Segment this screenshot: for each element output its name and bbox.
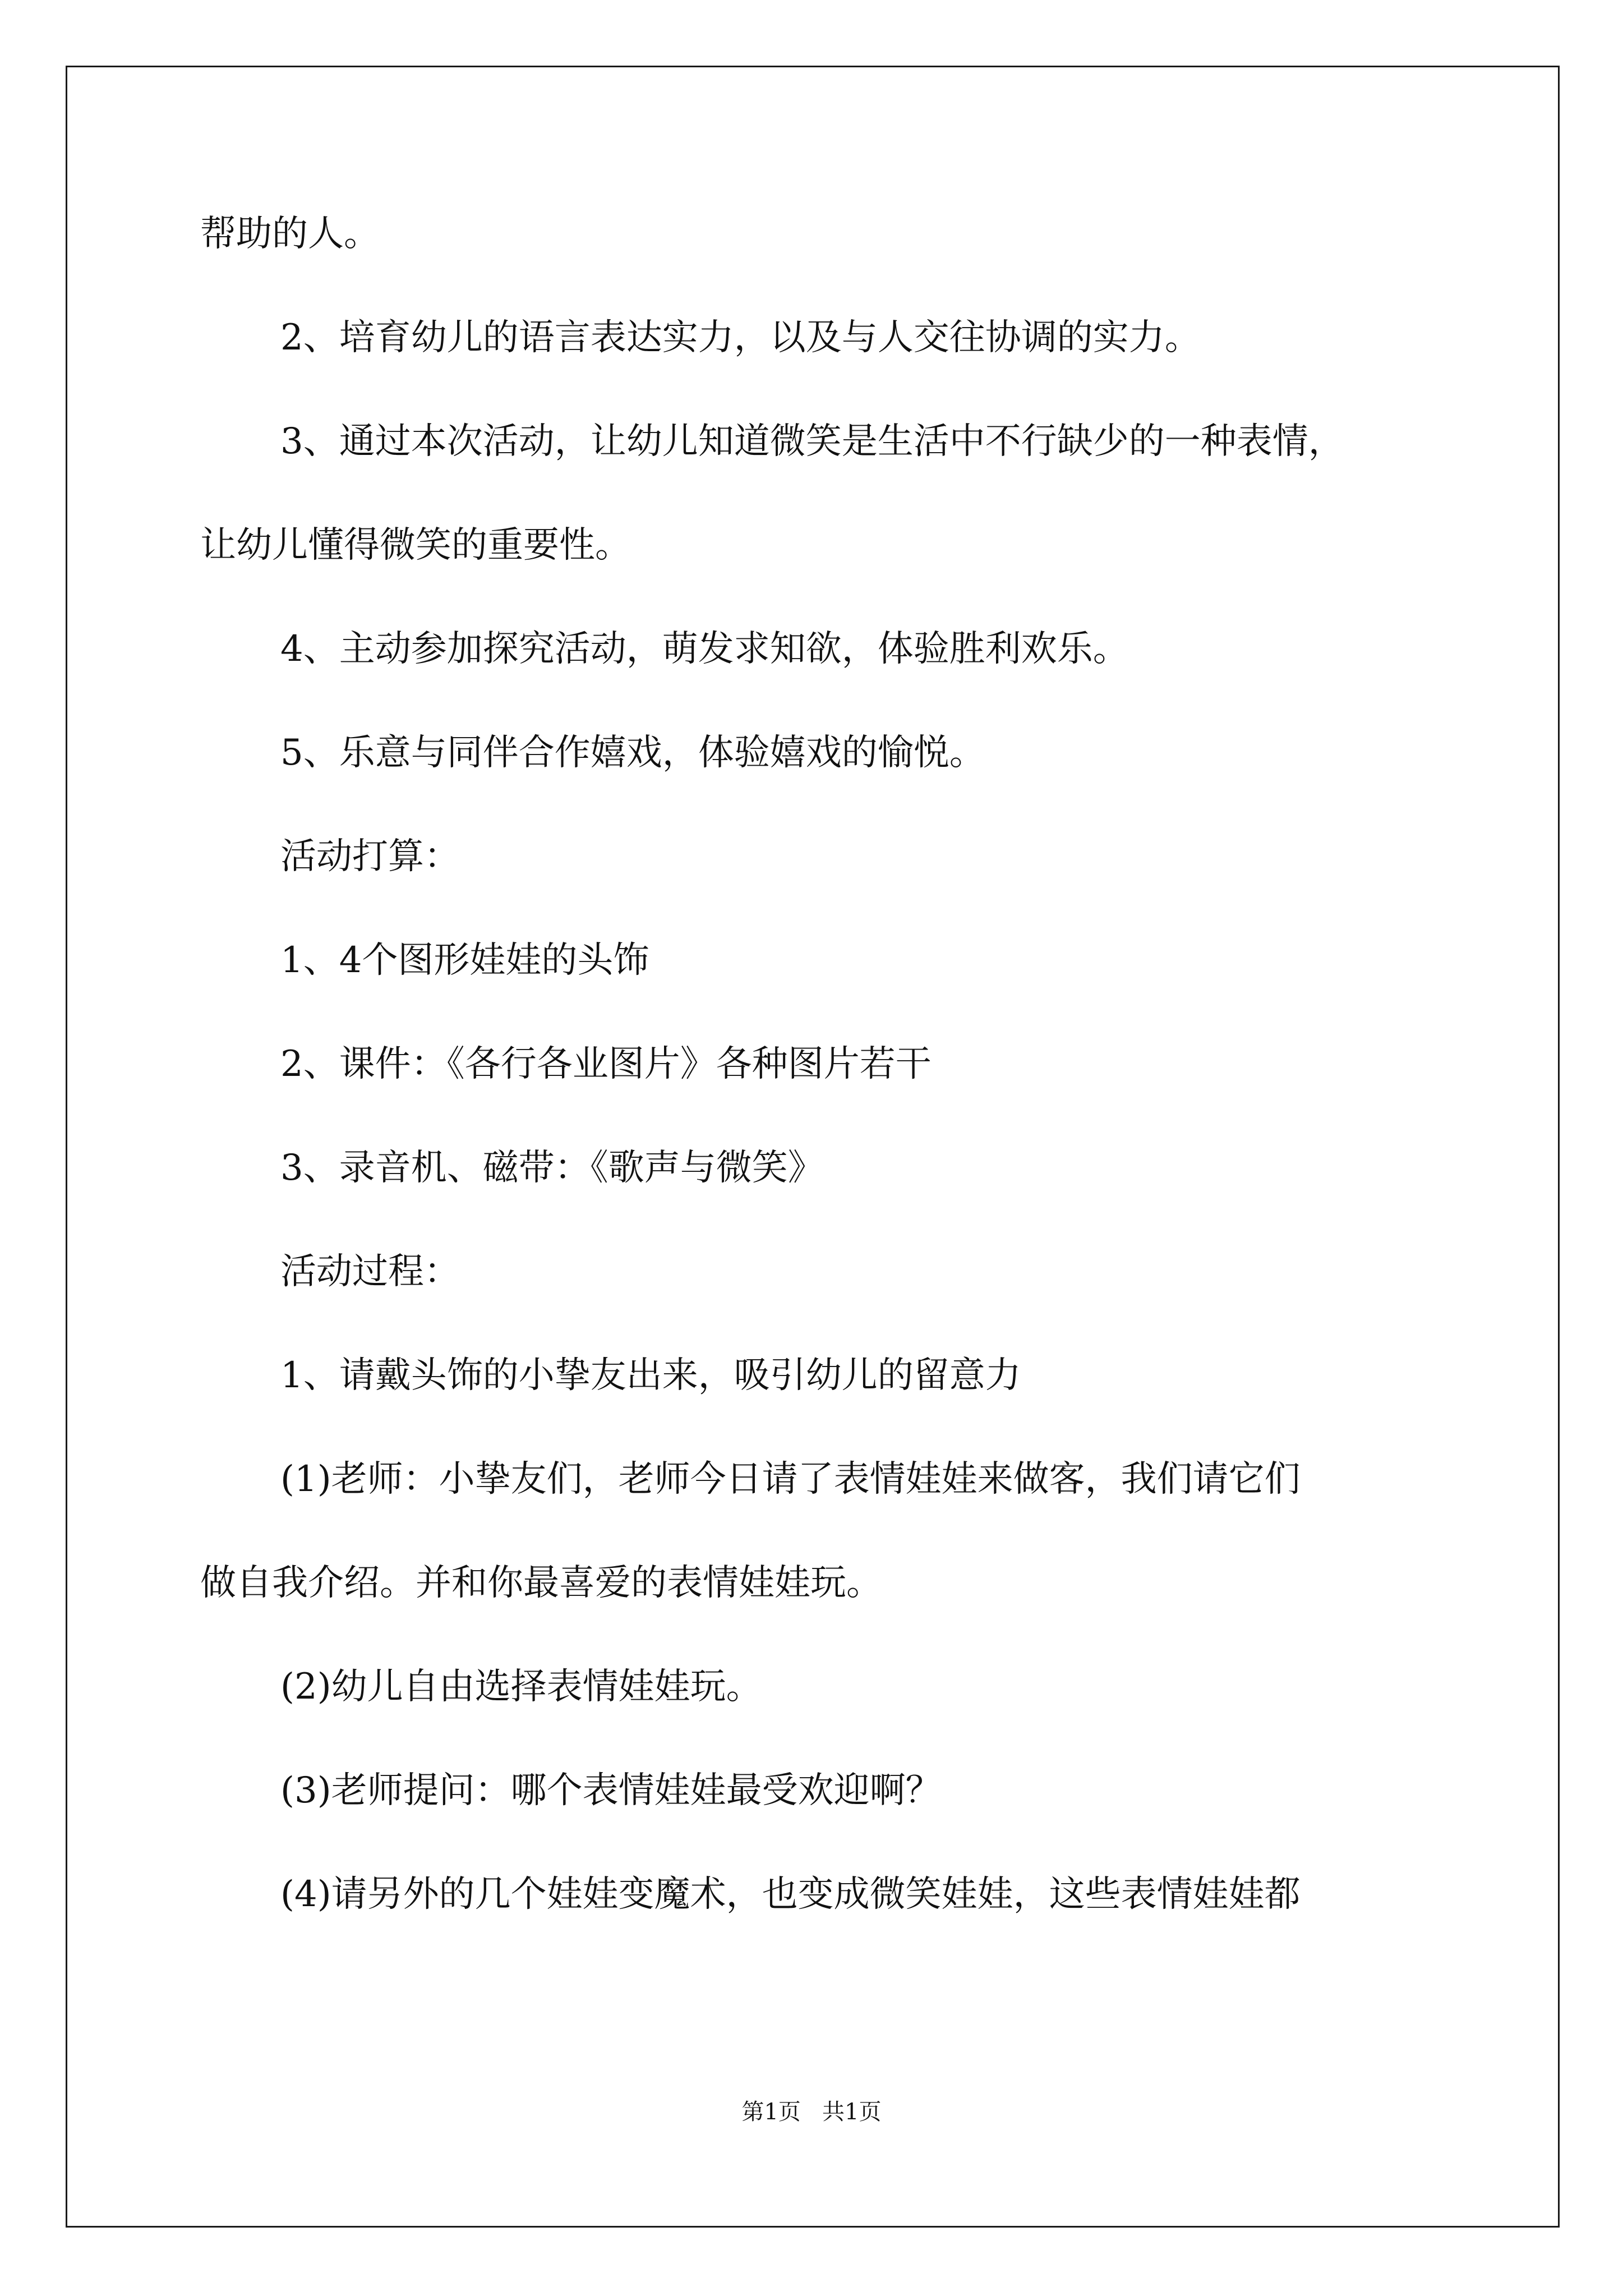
text-line: 2、课件：《各行各业图片》各种图片若干 [280, 1043, 932, 1085]
text-line: (3)老师提问：哪个表情娃娃最受欢迎啊？ [280, 1770, 942, 1811]
section-heading: 活动打算： [280, 836, 460, 877]
page-number-footer: 第1页 共1页 [741, 2099, 882, 2125]
text-line: (1)老师：小挚友们，老师今日请了表情娃娃来做客，我们请它们 [280, 1458, 1301, 1500]
text-line: 帮助的人。 [200, 213, 380, 255]
text-line: 1、4个图形娃娃的头饰 [280, 940, 649, 981]
section-heading: 活动过程： [280, 1251, 460, 1292]
text-line: 1、请戴头饰的小挚友出来，吸引幼儿的留意力 [280, 1355, 1021, 1396]
text-line: 2、培育幼儿的语言表达实力，以及与人交往协调的实力。 [280, 317, 1201, 358]
text-line: 做自我介绍。并和你最喜爱的表情娃娃玩。 [200, 1562, 882, 1604]
text-line: 3、通过本次活动，让幼儿知道微笑是生活中不行缺少的一种表情， [280, 421, 1344, 462]
text-line: 4、主动参加探究活动，萌发求知欲，体验胜利欢乐。 [280, 628, 1129, 670]
text-line: 5、乐意与同伴合作嬉戏，体验嬉戏的愉悦。 [280, 732, 985, 774]
text-line: (4)请另外的几个娃娃变魔术，也变成微笑娃娃，这些表情娃娃都 [280, 1874, 1301, 1915]
text-line: 3、录音机、磁带：《歌声与微笑》 [280, 1147, 824, 1189]
text-line: (2)幼儿自由选择表情娃娃玩。 [280, 1666, 762, 1708]
text-line: 让幼儿懂得微笑的重要性。 [200, 524, 631, 566]
